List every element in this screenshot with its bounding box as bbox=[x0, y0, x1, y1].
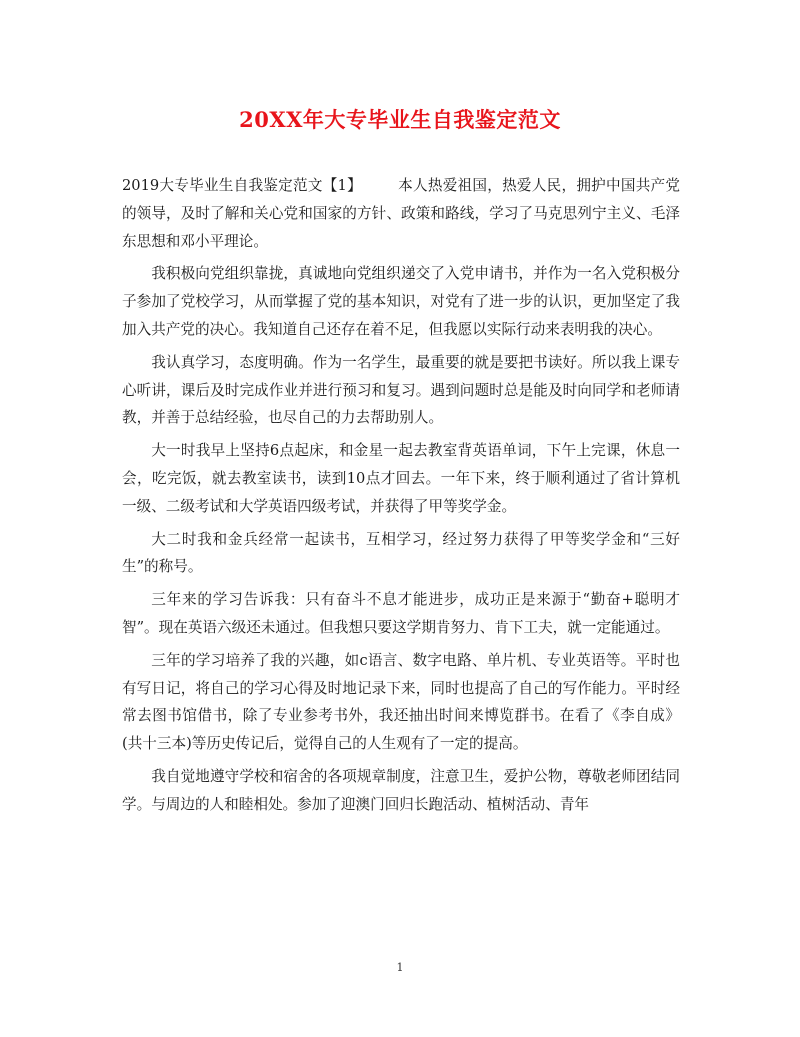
paragraph-2: 我积极向党组织靠拢，真诚地向党组织递交了入党申请书，并作为一名入党积极分子参加了党校学习，从而掌握了党的基本知识，对党有了进一步的认识，更加坚定了我加入共产党的决心。我知道自己还存在着不足，但我愿以实际行动来表明我的决心。 bbox=[122, 265, 680, 338]
paragraph-4: 大一时我早上坚持6点起床，和金星一起去教室背英语单词，下午上完课，休息一会，吃完饭，就去教室读书，读到10点才回去。一年下来，终于顺利通过了省计算机一级、二级考试和大学英语四级考试，并获得了甲等奖学金。 bbox=[122, 442, 680, 515]
document-title: 20XX年大专毕业生自我鉴定范文 bbox=[239, 107, 561, 132]
paragraph-8: 我自觉地遵守学校和宿舍的各项规章制度，注意卫生，爱护公物，尊敬老师团结同学。与周边的人和睦相处。参加了迎澳门回归长跑活动、植树活动、青年 bbox=[122, 767, 680, 813]
document-body bbox=[122, 172, 680, 824]
paragraph-7: 三年的学习培养了我的兴趣，如c语言、数字电路、单片机、专业英语等。平时也有写日记，将自己的学习心得及时地记录下来，同时也提高了自己的写作能力。平时经常去图书馆借书，除了专业参考书外，我还抽出时间来博览群书。在看了《李自成》(共十三本)等历史传记后，觉得自己的人生观有了一定的提高。 bbox=[122, 651, 680, 753]
paragraph-5: 大二时我和金兵经常一起读书，互相学习，经过努力获得了甲等奖学金和“三好生”的称号。 bbox=[122, 530, 680, 576]
paragraph-1 bbox=[122, 172, 680, 255]
paragraph-text: 本人热爱祖国，热爱人民，拥护中国共产党的领导，及时了解和关心党和国家的方针、政策和路线，学习了马克思列宁主义、毛泽东思想和邓小平理论。 bbox=[122, 177, 680, 250]
paragraph-3: 我认真学习，态度明确。作为一名学生，最重要的就是要把书读好。所以我上课专心听讲，课后及时完成作业并进行预习和复习。遇到问题时总是能及时向同学和老师请教，并善于总结经验，也尽自己的力去帮助别人。 bbox=[122, 353, 680, 427]
paragraph-6: 三年来的学习告诉我：只有奋斗不息才能进步，成功正是来源于“勤奋+聪明才智”。现在英语六级还未通过。但我想只要这学期肯努力、肯下工夫，就一定能通过。 bbox=[122, 591, 680, 636]
page-number: 1 bbox=[396, 961, 404, 974]
section-heading: 2019大专毕业生自我鉴定范文【1】 bbox=[122, 177, 362, 194]
